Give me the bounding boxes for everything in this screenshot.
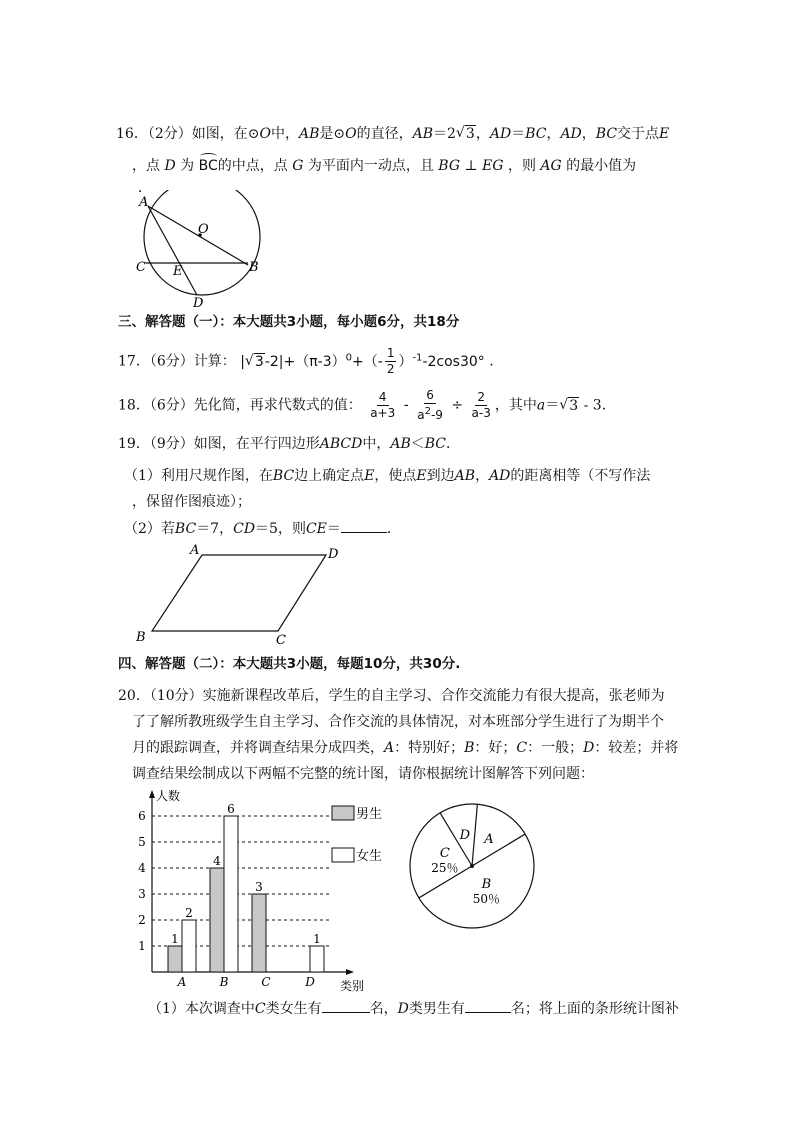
legend-swatch-女生 xyxy=(332,848,354,862)
q19-part1-line1: （1）利用尺规作图，在BC边上确定点E，使点E到边AB，AD的距离相等（不写作法 xyxy=(124,468,651,484)
q20-line2: 了了解所教班级学生自主学习、合作交流的具体情况，对本班部分学生进行了为期半个 xyxy=(132,714,664,730)
bar-男生-B xyxy=(210,868,224,972)
q17: 17．（6分）计算： |√ $3-2|+(\pi-3)^0+(-$ $\frac{1}{2}$ ）$^{-1}$-2cos30° ． xyxy=(118,346,503,377)
circle-o xyxy=(144,190,260,295)
data-label-女生-D: 1 xyxy=(313,932,321,946)
q19-stem: 19．（9分）如图，在平行四边形ABCD中，AB＜BC． xyxy=(118,436,461,452)
section-4-heading: 四、解答题（二）：本大题共3小题，每题10分，共30分. xyxy=(118,656,461,672)
sqrt-3: √ 3 xyxy=(456,124,476,144)
x-tick-label-B: B xyxy=(219,975,229,989)
data-label-男生-B: 4 xyxy=(213,854,221,868)
pie-label-D: D xyxy=(459,827,471,843)
parallelogram-abcd xyxy=(152,555,326,631)
label-c: C xyxy=(136,260,146,275)
pie-chart xyxy=(404,796,544,936)
q19-part1-line2: ，保留作图痕迹）； xyxy=(132,494,251,510)
y-tick-label-4: 4 xyxy=(138,861,146,875)
chord-ad xyxy=(148,206,197,295)
y-axis-label: 人数 xyxy=(156,789,181,803)
pie-divider-A xyxy=(472,804,477,866)
answer-blank-c-girls[interactable] xyxy=(322,998,370,1013)
q16-line1: 16．（2分）如图，在⊙O中，AB是⊙O的直径，AB＝2√ 3，AD＝BC，AD，BC交于点E xyxy=(116,124,669,144)
label-b: B xyxy=(249,260,259,275)
answer-blank-d-boys[interactable] xyxy=(465,998,511,1013)
frac-half: $\frac{1}{2}$ xyxy=(386,346,395,376)
q20-part1: （1）本次调查中C类女生有 名，D类男生有 名；将上面的条形统计图补 xyxy=(148,998,679,1019)
y-tick-label-6: 6 xyxy=(138,809,146,823)
q19-part2: （2）若BC＝7，CD＝5，则CE＝ ． xyxy=(124,518,401,539)
x-tick-label-A: A xyxy=(177,975,187,989)
bar-女生-D xyxy=(310,946,324,972)
data-label-女生-A: 2 xyxy=(185,906,193,920)
pie-label-C: C xyxy=(439,846,450,862)
bar-chart xyxy=(130,786,400,994)
y-tick-label-3: 3 xyxy=(138,887,146,901)
legend-swatch-男生 xyxy=(332,806,354,820)
y-tick-label-2: 2 xyxy=(138,913,146,927)
label-a: A xyxy=(190,543,200,558)
pie-value-B: 50％ xyxy=(472,892,501,907)
label-a: A xyxy=(139,195,149,210)
x-tick-label-C: C xyxy=(261,975,271,989)
q20-line4: 调查结果绘制成以下两幅不完整的统计图，请你根据统计图解答下列问题： xyxy=(132,766,594,782)
frac-2-over-a-minus-3: $\frac{2}{a-3}$ xyxy=(471,390,491,420)
y-tick-label-1: 1 xyxy=(138,939,146,953)
pie-center xyxy=(470,864,474,868)
label-e: E xyxy=(173,264,183,279)
label-o: O xyxy=(198,222,209,237)
pie-label-A: A xyxy=(484,831,494,847)
label-d: D xyxy=(328,547,339,562)
y-axis-arrow xyxy=(149,790,155,798)
bar-男生-A xyxy=(168,946,182,972)
label-d: D xyxy=(193,296,204,310)
bar-女生-A xyxy=(182,920,196,972)
q16-line3: ． xyxy=(138,180,152,196)
data-label-男生-A: 1 xyxy=(171,932,179,946)
q20-line3: 月的跟踪调查，并将调查结果分成四类，A：特别好；B：好；C：一般；D：较差；并将 xyxy=(132,740,679,756)
q16-circle-figure xyxy=(130,190,270,310)
bar-女生-B xyxy=(224,816,238,972)
q19-parallelogram-figure xyxy=(130,540,350,650)
q18: 18．（6分）先化简，再求代数式的值： $\frac{4}{a+3}$ - $\frac{6}{a^2-9}$ ÷ $\frac{2}{a-3}$ ，其中a＝√ 3 - 3． xyxy=(118,388,616,423)
label-c: C xyxy=(276,633,286,648)
q16-line2: ，点 D 为 BC的中点，点 G 为平面内一动点，且 BG ⊥ EG ，则 AG 的最小值为 xyxy=(132,158,637,174)
pie-label-B: B xyxy=(481,877,492,893)
legend-label-男生: 男生 xyxy=(356,807,383,822)
data-label-男生-C: 3 xyxy=(255,880,263,894)
x-axis-label: 类别 xyxy=(340,979,365,993)
x-tick-label-D: D xyxy=(305,975,315,989)
frac-4-over-a-plus-3: $\frac{4}{a+3}$ xyxy=(370,390,396,420)
q20-line1: 20．（10分）实施新课程改革后，学生的自主学习、合作交流能力有很大提高，张老师为 xyxy=(118,688,665,704)
section-3-heading: 三、解答题（一）：本大题共3小题，每小题6分，共18分 xyxy=(118,314,460,330)
label-b: B xyxy=(136,630,146,645)
legend-label-女生: 女生 xyxy=(356,849,383,864)
bar-男生-C xyxy=(252,894,266,972)
pie-value-C: 25％ xyxy=(431,861,459,876)
data-label-女生-B: 6 xyxy=(227,802,235,816)
x-axis-arrow xyxy=(346,969,354,975)
answer-blank-ce[interactable] xyxy=(341,518,387,533)
y-tick-label-5: 5 xyxy=(138,835,146,849)
arc-bc: BC xyxy=(198,158,218,174)
frac-6-over-a2-minus-9: $\frac{6}{a^2-9}$ xyxy=(417,388,443,422)
pie-divider-B xyxy=(472,831,525,866)
